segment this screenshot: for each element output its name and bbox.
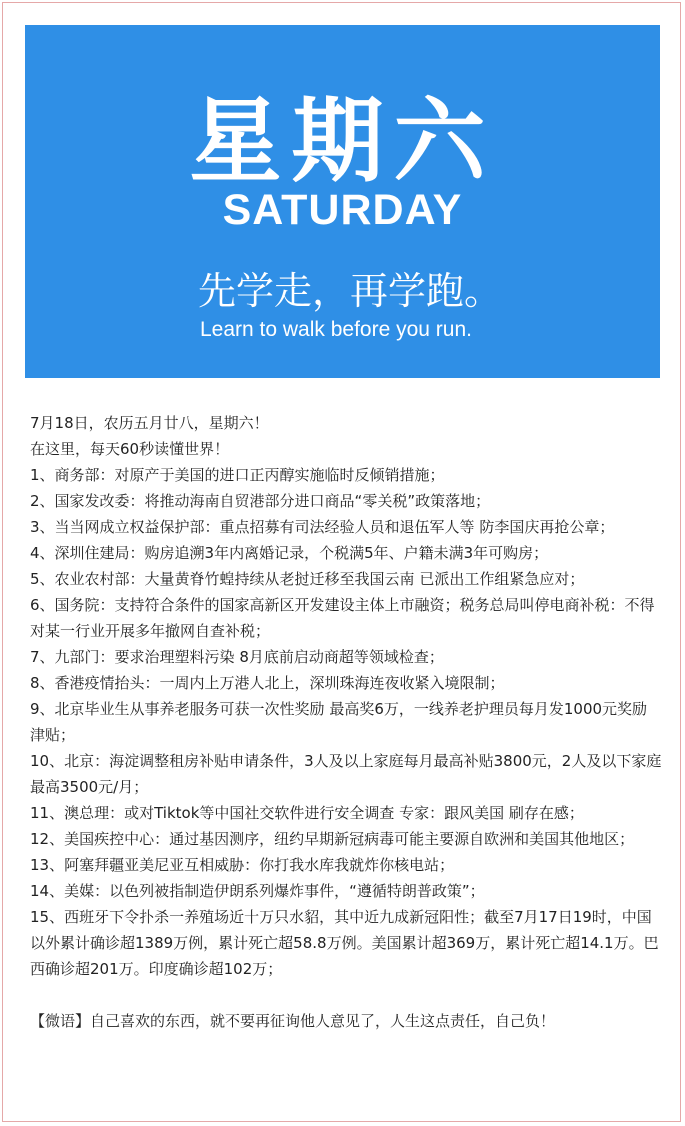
news-list <box>30 462 662 982</box>
news-item: 10、北京：海淀调整租房补贴申请条件，3人及以上家庭每月最高补贴3800元，2人及以下家庭最高3500元/月； <box>30 752 662 796</box>
banner-motto-cn: 先学走，再学跑。 <box>198 269 503 313</box>
news-item: 1、商务部：对原产于美国的进口正丙醇实施临时反倾销措施； <box>30 466 445 484</box>
news-item: 13、阿塞拜疆亚美尼亚互相威胁：你打我水库我就炸你核电站； <box>30 856 455 874</box>
date-line: 7月18日，农历五月廿八，星期六！ <box>30 414 269 432</box>
news-item: 4、深圳住建局：购房追溯3年内离婚记录，个税满5年、户籍未满3年可购房； <box>30 544 549 562</box>
news-item: 3、当当网成立权益保护部：重点招募有司法经验人员和退伍军人等 防李国庆再抢公章； <box>30 518 615 536</box>
banner-title-cn: 星期六 <box>189 88 496 195</box>
news-item: 15、西班牙下令扑杀一养殖场近十万只水貂，其中近九成新冠阳性；截至7月17日19时，中国以外累计确诊超1389万例，累计死亡超58.8万例。美国累计超369万，累计死亡超14.1万。巴西确诊超201万。印度确诊超102万； <box>30 908 659 978</box>
tagline: 在这里，每天60秒读懂世界！ <box>30 440 230 458</box>
news-item: 9、北京毕业生从事养老服务可获一次性奖励 最高奖6万，一线养老护理员每月发1000元奖励津贴； <box>30 700 648 744</box>
news-item: 6、国务院：支持符合条件的国家高新区开发建设主体上市融资；税务总局叫停电商补税：不得对某一行业开展多年撤网自查补税； <box>30 596 655 640</box>
news-item: 7、九部门：要求治理塑料污染 8月底前启动商超等领域检查； <box>30 648 444 666</box>
news-item: 8、香港疫情抬头：一周内上万港人北上，深圳珠海连夜收紧入境限制； <box>30 674 505 692</box>
news-item: 11、澳总理：或对Tiktok等中国社交软件进行安全调查 专家：跟风美国 刷存在感； <box>30 804 584 822</box>
news-item: 5、农业农村部：大量黄脊竹蝗持续从老挝迁移至我国云南 已派出工作组紧急应对； <box>30 570 585 588</box>
news-item: 2、国家发改委：将推动海南自贸港部分进口商品“零关税”政策落地； <box>30 492 491 510</box>
saturday-banner <box>25 25 660 378</box>
article-body <box>30 410 662 1034</box>
spacer <box>30 982 662 1008</box>
banner-motto-en: Learn to walk before you run. <box>200 318 472 341</box>
news-item: 12、美国疾控中心：通过基因测序，纽约早期新冠病毒可能主要源自欧洲和美国其他地区； <box>30 830 635 848</box>
news-item: 14、美媒：以色列被指制造伊朗系列爆炸事件，“遵循特朗普政策”； <box>30 882 485 900</box>
banner-title-en: SATURDAY <box>222 186 463 234</box>
daily-quote: 【微语】自己喜欢的东西，就不要再征询他人意见了，人生这点责任，自己负！ <box>30 1012 556 1030</box>
